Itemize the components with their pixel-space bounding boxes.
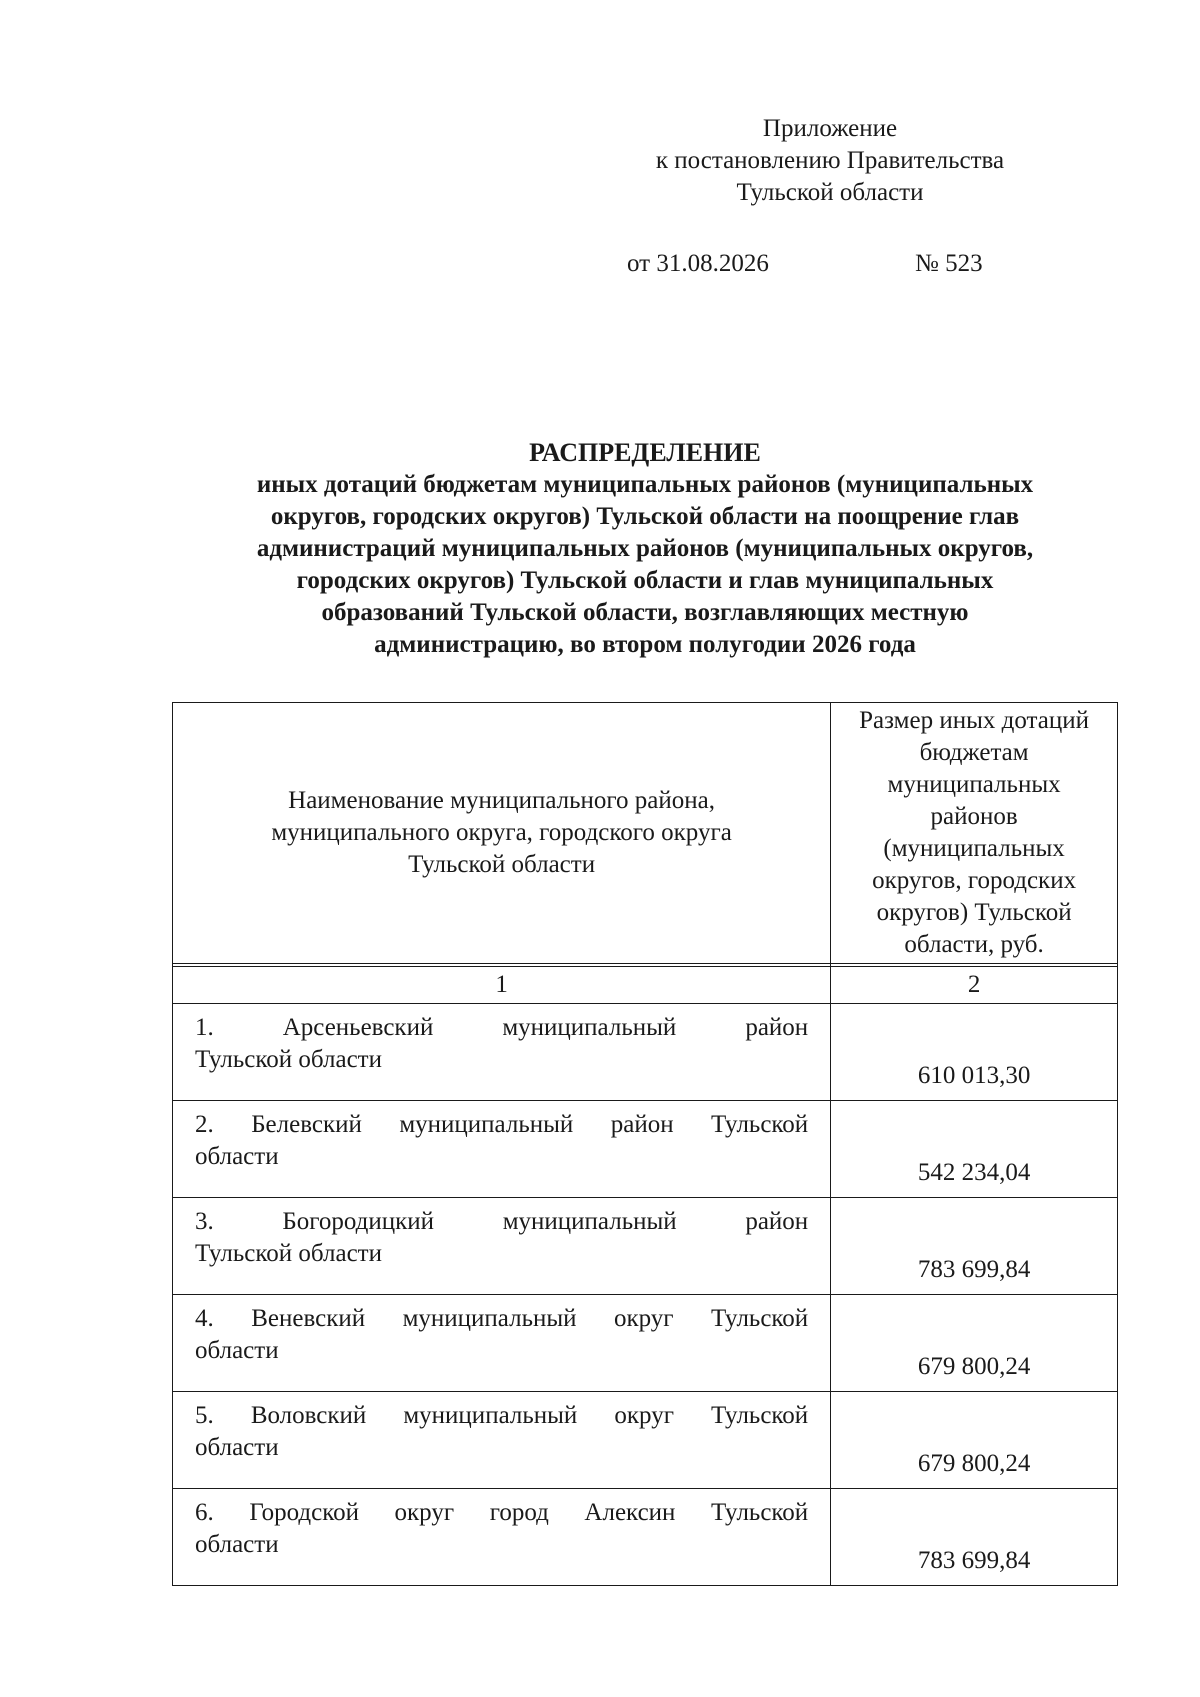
title-heading: РАСПРЕДЕЛЕНИЕ: [529, 438, 761, 467]
table-header-row: [173, 703, 1118, 964]
municipality-name-line: 3. Богородицкий муниципальный район: [195, 1208, 809, 1235]
table-row: [173, 1101, 1118, 1198]
column-number-1: 1: [173, 967, 831, 1004]
document-number: № 523: [915, 250, 983, 277]
subsidy-amount: 783 699,84: [831, 1489, 1118, 1586]
municipality-name-line: области: [195, 1531, 279, 1558]
table-row: [173, 1198, 1118, 1295]
table-row: [173, 1489, 1118, 1586]
title-line: городских округов) Тульской области и глав муниципальных: [296, 567, 994, 594]
header-name-line: Наименование муниципального района,: [288, 787, 716, 814]
title-line: иных дотаций бюджетам муниципальных районов (муниципальных: [256, 471, 1034, 498]
municipality-name-line: Тульской области: [195, 1240, 382, 1267]
header-size-line: Размер иных дотаций: [859, 707, 1090, 734]
header-name-line: Тульской области: [408, 851, 596, 878]
header-size-line: округов, городских: [872, 867, 1077, 894]
column-number-2: 2: [831, 967, 1118, 1004]
municipality-name-line: области: [195, 1337, 279, 1364]
municipality-name-line: 4. Веневский муниципальный округ Тульской: [195, 1305, 809, 1332]
appendix-line: к постановлению Правительства: [655, 147, 1005, 174]
subsidy-amount: 679 800,24: [831, 1295, 1118, 1392]
appendix-line: Тульской области: [736, 179, 924, 206]
appendix-line: Приложение: [762, 115, 898, 142]
column-number-row: [173, 967, 1118, 1004]
title-line: администраций муниципальных районов (муниципальных округов,: [256, 535, 1034, 562]
header-name-line: муниципального округа, городского округа: [271, 819, 732, 846]
municipality-name: [173, 1198, 831, 1295]
municipality-name-line: 1. Арсеньевский муниципальный район: [195, 1014, 809, 1041]
title-line: образований Тульской области, возглавляющих местную: [321, 599, 969, 626]
municipality-name-line: 6. Городской округ город Алексин Тульской: [195, 1499, 809, 1526]
title-line: округов, городских округов) Тульской области на поощрение глав: [270, 503, 1020, 530]
table-row: [173, 1392, 1118, 1489]
header-size-line: (муниципальных: [883, 835, 1065, 862]
subsidy-amount: 679 800,24: [831, 1392, 1118, 1489]
subsidy-amount: 610 013,30: [831, 1004, 1118, 1101]
municipality-name: [173, 1004, 831, 1101]
document-date: от 31.08.2026: [627, 250, 769, 277]
municipality-name: [173, 1392, 831, 1489]
header-size-line: районов: [930, 803, 1018, 830]
title-line: администрацию, во втором полугодии 2026 года: [374, 631, 916, 658]
distribution-table: [172, 702, 1118, 1586]
header-name-cell: [173, 703, 831, 964]
municipality-name-line: области: [195, 1143, 279, 1170]
municipality-name: [173, 1101, 831, 1198]
municipality-name-line: области: [195, 1434, 279, 1461]
municipality-name-line: Тульской области: [195, 1046, 382, 1073]
municipality-name-line: 5. Воловский муниципальный округ Тульской: [195, 1402, 809, 1429]
header-size-cell: [831, 703, 1118, 964]
municipality-name: [173, 1295, 831, 1392]
subsidy-amount: 783 699,84: [831, 1198, 1118, 1295]
header-size-line: области, руб.: [904, 931, 1044, 958]
municipality-name: [173, 1489, 831, 1586]
subsidy-amount: 542 234,04: [831, 1101, 1118, 1198]
header-size-line: округов) Тульской: [876, 899, 1072, 926]
header-size-line: бюджетам: [919, 739, 1029, 766]
municipality-name-line: 2. Белевский муниципальный район Тульской: [195, 1111, 809, 1138]
header-size-line: муниципальных: [887, 771, 1061, 798]
table-row: [173, 1004, 1118, 1101]
table-row: [173, 1295, 1118, 1392]
document-title: [150, 437, 1140, 661]
appendix-block: [600, 113, 1060, 209]
